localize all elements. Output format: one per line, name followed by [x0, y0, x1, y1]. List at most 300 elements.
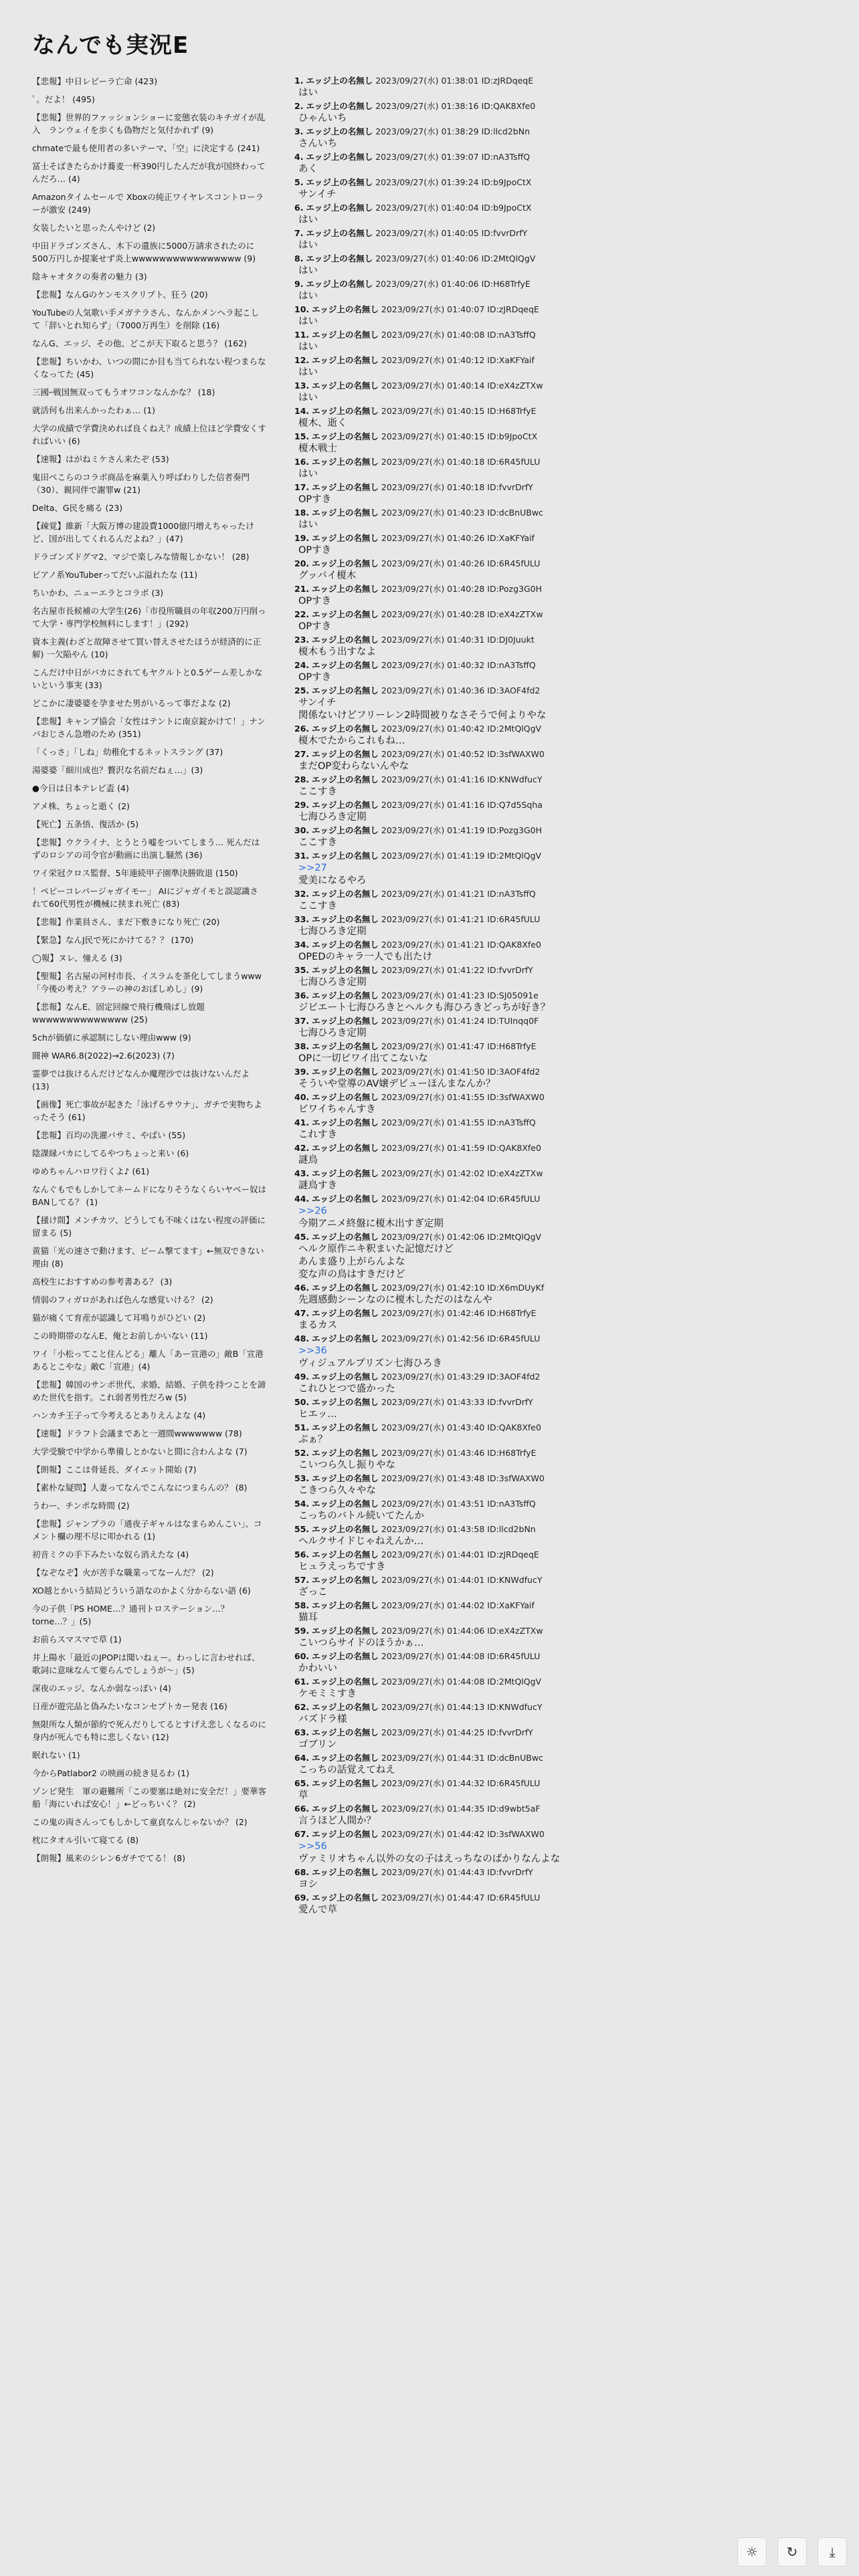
thread-link[interactable]: YouTubeの人気歌い手メガテラさん、なんかメンヘラ起こして「辞いとれ知らず」（7000万再生）を削除 (16) — [32, 308, 260, 330]
post-number[interactable]: 24. — [294, 660, 310, 670]
thread-link[interactable]: 【速報】ドラフト会議まであと一週間wwwwwww (78) — [32, 1428, 242, 1438]
post-body: 愛んで草 — [298, 1905, 337, 1915]
post — [294, 1447, 830, 1473]
post-body: ヴィジュアルプリズン七海ひろき — [298, 1358, 442, 1369]
post-header — [294, 177, 830, 189]
poster-name: エッジ上の名無し — [312, 1549, 379, 1560]
thread-link[interactable]: 【悲報】世界的ファッションショーに変態衣装のキチガイが乱入 ランウェイを歩くも偽物だと気付かれず (9) — [32, 112, 266, 135]
post-header — [294, 1625, 830, 1637]
thread-link[interactable]: 無限所な人類が節約で死んだりしてるとすげえ悲しくなるのに身内が死んでも特に悲しくない (12) — [32, 1719, 267, 1742]
post-number[interactable]: 46. — [294, 1283, 310, 1293]
poster-name: エッジ上の名無し — [312, 431, 379, 441]
poster-name: エッジ上の名無し — [312, 482, 379, 492]
post-number[interactable]: 7. — [294, 228, 304, 238]
thread-link[interactable]: 【悲報】なんGのケンモスクリプト、狂う (20) — [32, 290, 208, 300]
post — [294, 177, 830, 202]
post-body: はい — [298, 88, 318, 98]
post-number[interactable]: 57. — [294, 1575, 310, 1585]
thread-link[interactable]: 猫が痛くて育産が認識して耳鳴りがひどい (2) — [32, 1313, 206, 1323]
thread-link[interactable]: 眠れない (1) — [32, 1750, 80, 1760]
post-number[interactable]: 29. — [294, 800, 310, 810]
post-number[interactable]: 52. — [294, 1448, 310, 1458]
post-number[interactable]: 40. — [294, 1092, 310, 1102]
thread-link[interactable]: ドラゴンズドグマ2、マジで楽しみな情報しかない！ (28) — [32, 552, 250, 562]
thread-link[interactable]: 深夜のエッジ、なんか弱なっぽい (4) — [32, 1683, 171, 1693]
post-number[interactable]: 54. — [294, 1499, 310, 1509]
thread-link[interactable]: 【死亡】五条悟、復活か (5) — [32, 819, 139, 829]
post-body: これすき — [298, 1130, 337, 1140]
post-number[interactable]: 13. — [294, 381, 310, 391]
post-number[interactable]: 14. — [294, 406, 310, 416]
post-number[interactable]: 62. — [294, 1702, 310, 1712]
poster-name: エッジ上の名無し — [312, 355, 379, 365]
thread-link[interactable]: ﾟ。だよ！ (495) — [32, 94, 95, 104]
thread-link[interactable]: なんG、エッジ、その他、どこが天下取ると思う？ (162) — [32, 338, 248, 348]
post-body: ヘルク原作ニキ釈まいた記憶だけど — [298, 1244, 454, 1255]
thread-link[interactable]: 【悲報】キャンプ協会「女性はテントに南京錠かけて！」ナンパおじさん急増のため (351) — [32, 716, 266, 739]
post-number[interactable]: 35. — [294, 965, 310, 975]
post — [294, 583, 830, 609]
post-body: こっちのバトル続いてたんか — [298, 1511, 424, 1521]
post-number[interactable]: 6. — [294, 203, 304, 213]
post — [294, 151, 830, 177]
post-body: OPすき — [298, 621, 332, 632]
post-header — [294, 253, 830, 265]
post-number[interactable]: 18. — [294, 508, 310, 518]
gear-button[interactable] — [737, 2537, 767, 2567]
thread-link[interactable]: ゾンビ発生 軍の避難所「この要塞は絶対に安全だ！」要華客船「海にいれば安心！」←どっちいく？ (2) — [32, 1786, 267, 1809]
poster-name: エッジ上の名無し — [312, 1143, 379, 1153]
post-meta: 2023/09/27(水) 01:41:16 ID:KNWdfucY — [381, 774, 543, 784]
thread-link[interactable]: 【素朴な疑問】人妻ってなんでこんなにつまらんの？ (8) — [32, 1483, 248, 1493]
post — [294, 1231, 830, 1282]
thread-link[interactable]: うわー、チンポな時間 (2) — [32, 1501, 130, 1511]
post-number[interactable]: 68. — [294, 1867, 310, 1877]
post-meta: 2023/09/27(水) 01:43:33 ID:fvvrDrfY — [381, 1397, 533, 1407]
post-body: 猫耳 — [298, 1612, 318, 1623]
post-meta: 2023/09/27(水) 01:39:24 ID:b9JpoCtX — [375, 177, 532, 187]
post-body: OPに一切ビワイ出てこないな — [298, 1053, 428, 1064]
poster-name: エッジ上の名無し — [312, 1372, 379, 1382]
poster-name: エッジ上の名無し — [312, 1677, 379, 1687]
post-header — [294, 456, 830, 468]
post-number[interactable]: 20. — [294, 558, 310, 568]
thread-link[interactable]: ワイ栄冠クロス監督、5年連続甲子園準決勝敗退 (150) — [32, 868, 238, 878]
thread-link[interactable]: 今からPatlabor2 の映画の続き見るわ (1) — [32, 1768, 189, 1778]
thread-link[interactable]: 【掻け間】メンチカツ、どうしても不味くはない程度の評価に留まる (5) — [32, 1215, 266, 1238]
thread-link[interactable]: 今の子供「PS HOME…？通刊トロステーション…？torne…？」(5) — [32, 1604, 229, 1626]
post-number[interactable]: 28. — [294, 774, 310, 784]
post-meta: 2023/09/27(水) 01:39:07 ID:nA3TsffQ — [375, 152, 531, 162]
post-header — [294, 100, 830, 112]
thread-link[interactable]: 【悲報】ちいかわ、いつの間にか目も当てられない程つまらなくなってた (45) — [32, 356, 266, 379]
post-number[interactable]: 43. — [294, 1168, 310, 1178]
post-header — [294, 151, 830, 163]
thread-link[interactable]: 【画像】死亡事故が起きた「泳げるサウナ」、ガチで実物ちよったそう (61) — [32, 1099, 262, 1122]
post-body: ここすき — [298, 786, 337, 797]
post — [294, 1778, 830, 1803]
post-number[interactable]: 10. — [294, 304, 310, 314]
post-header — [294, 609, 830, 621]
post-number[interactable]: 8. — [294, 253, 304, 263]
reply-anchor-link[interactable]: >>56 — [298, 1841, 327, 1852]
reply-anchor-link[interactable]: >>36 — [298, 1346, 327, 1356]
poster-name: エッジ上の名無し — [312, 1092, 379, 1102]
post-number[interactable]: 25. — [294, 685, 310, 695]
thread-link[interactable]: 【聖報】名古屋の河村市長、イスラムを茶化してしまうwww「今後の考え？アラーの神のおぼしめし」(9) — [32, 971, 262, 994]
post-meta: 2023/09/27(水) 01:41:19 ID:2MtQlQgV — [381, 851, 542, 861]
thread-link[interactable]: 情弱のフィガロがあれば色んな感覚いける？ (2) — [32, 1295, 213, 1305]
post-meta: 2023/09/27(水) 01:40:14 ID:eX4zZTXw — [381, 381, 543, 391]
post-number[interactable]: 67. — [294, 1829, 310, 1839]
poster-name: エッジ上の名無し — [312, 1016, 379, 1026]
thread-link[interactable]: ちいかわ、ニューエラとコラボ (3) — [32, 588, 164, 598]
poster-name: エッジ上の名無し — [312, 1727, 379, 1737]
thread-link[interactable]: XO越とかいう結局どういう語なのかよく分からない語 (6) — [32, 1586, 251, 1596]
post-meta: 2023/09/27(水) 01:42:06 ID:2MtQlQgV — [381, 1232, 542, 1242]
post-number[interactable]: 37. — [294, 1016, 310, 1026]
post-number[interactable]: 27. — [294, 749, 310, 759]
post — [294, 1041, 830, 1066]
poster-name: エッジ上の名無し — [312, 304, 379, 314]
post-body: こいつらサイドのほうかぁ… — [298, 1638, 424, 1648]
thread-link[interactable]: 大学受験で中学から準備しとかないと間に合わんよな (7) — [32, 1446, 248, 1457]
post-meta: 2023/09/27(水) 01:44:43 ID:fvvrDrfY — [381, 1867, 533, 1877]
post-number[interactable]: 47. — [294, 1308, 310, 1318]
poster-name: エッジ上の名無し — [312, 1753, 379, 1763]
thread-link[interactable]: 初音ミクの手下みたいな奴ら消えたな (4) — [32, 1549, 189, 1560]
poster-name: エッジ上の名無し — [312, 1194, 379, 1204]
post-header — [294, 634, 830, 646]
post-number[interactable]: 2. — [294, 101, 304, 111]
post-number[interactable]: 31. — [294, 851, 310, 861]
poster-name: エッジ上の名無し — [312, 1804, 379, 1814]
post-header — [294, 354, 830, 366]
thread-link[interactable]: chmateで最も使用者の多いテーマ、「空」に決定する (241) — [32, 143, 260, 153]
post-body: はい — [298, 316, 318, 327]
post-number[interactable]: 19. — [294, 533, 310, 543]
post-number[interactable]: 15. — [294, 431, 310, 441]
post-header — [294, 1422, 830, 1434]
poster-name: エッジ上の名無し — [312, 1600, 379, 1610]
post-meta: 2023/09/27(水) 01:41:22 ID:fvvrDrfY — [381, 965, 533, 975]
post-body: 先週感動シーンなのに榎木しただのはなんや — [298, 1295, 492, 1305]
post-body: はい — [298, 520, 318, 530]
post-number[interactable]: 63. — [294, 1727, 310, 1737]
refresh-icon: ↻ — [786, 2544, 798, 2560]
post-meta: 2023/09/27(水) 01:40:15 ID:b9JpoCtX — [381, 431, 538, 441]
post — [294, 278, 830, 304]
thread-link[interactable]: Delta、G民を痛る (23) — [32, 503, 123, 513]
post-meta: 2023/09/27(水) 01:44:25 ID:fvvrDrfY — [381, 1727, 533, 1737]
thread-link[interactable]: どこかに凄婆婆を孕ませた男がいるって事だよな (2) — [32, 698, 231, 708]
thread-link[interactable]: 5chが価値に承認制にしない理由www (9) — [32, 1033, 191, 1043]
post-number[interactable]: 34. — [294, 940, 310, 950]
post-number[interactable]: 16. — [294, 457, 310, 467]
post-number[interactable]: 42. — [294, 1143, 310, 1153]
refresh-button[interactable] — [777, 2537, 807, 2567]
post-meta: 2023/09/27(水) 01:41:19 ID:Pozg3G0H — [381, 825, 543, 835]
poster-name: エッジ上の名無し — [312, 724, 379, 734]
post — [294, 354, 830, 380]
gear-icon: ☼ — [746, 2544, 758, 2560]
thread-link[interactable]: ！ペピーコレパージャガイモー」 AIにジャガイモと誤認識されて60代男性が機械に挟まれ死亡 (83) — [32, 886, 258, 909]
thread-link[interactable]: 【悲報】ウクライナ、とうとう嘘をついてしまう… 死んだはずのロシアの司令官が動画に出演し騒然 (36) — [32, 837, 260, 860]
post — [294, 481, 830, 507]
post-meta: 2023/09/27(水) 01:43:51 ID:nA3TsffQ — [381, 1499, 536, 1509]
post-number[interactable]: 3. — [294, 126, 304, 136]
post-meta: 2023/09/27(水) 01:40:06 ID:2MtQlQgV — [375, 253, 536, 263]
thread-link[interactable]: 【悲報】中日レビーラ亡命 (423) — [32, 76, 158, 86]
post-header — [294, 278, 830, 290]
post — [294, 939, 830, 964]
post-meta: 2023/09/27(水) 01:40:18 ID:fvvrDrfY — [381, 482, 533, 492]
post-number[interactable]: 60. — [294, 1651, 310, 1661]
thread-link[interactable]: 大学の成績で学費決めれば良くねえ？成績上位ほど学費安くすればいい (6) — [32, 423, 267, 446]
poster-name: エッジ上の名無し — [306, 279, 373, 289]
post-number[interactable]: 22. — [294, 609, 310, 619]
thread-link[interactable]: ◯報】ヌレ、憧える (3) — [32, 953, 122, 963]
post-meta: 2023/09/27(水) 01:41:55 ID:nA3TsffQ — [381, 1117, 536, 1128]
post-body: こきつら久々やな — [298, 1485, 376, 1496]
post-number[interactable]: 21. — [294, 584, 310, 594]
post-number[interactable]: 48. — [294, 1333, 310, 1344]
post-number[interactable]: 1. — [294, 76, 304, 86]
thread-link[interactable]: 霊夢では抜けるんだけどなんか魔理沙では抜けないんだよ (13) — [32, 1069, 250, 1091]
post — [294, 1600, 830, 1625]
thread-link[interactable]: 【悲報】なんE、固定回線で飛行機飛ばし放題wwwwwwwwwwwwww (25) — [32, 1002, 205, 1025]
post — [294, 304, 830, 329]
post-header — [294, 1473, 830, 1485]
post-number[interactable]: 17. — [294, 482, 310, 492]
poster-name: エッジ上の名無し — [312, 660, 379, 670]
thread-link[interactable]: 枕にタオル引いて寝てる (8) — [32, 1835, 139, 1845]
post-meta: 2023/09/27(水) 01:44:08 ID:2MtQlQgV — [381, 1677, 542, 1687]
reply-anchor-link[interactable]: >>27 — [298, 863, 327, 873]
post-body: 七海ひろき定期 — [298, 977, 367, 988]
post-number[interactable]: 69. — [294, 1893, 310, 1903]
post-body: グッバイ榎木 — [298, 570, 357, 581]
thread-link[interactable]: 【速報】はがねミケさん来たぞ (53) — [32, 454, 169, 464]
post-body: サンイチ — [298, 697, 337, 708]
post — [294, 75, 830, 100]
thread-link[interactable]: 冨士そばきたらかけ蕎麦一杯390円したんだが我が国終わってんだろ… (4) — [32, 161, 266, 184]
thread-link[interactable]: 【なぞなぞ】火が苦手な職業ってなーんだ？ (2) — [32, 1568, 214, 1578]
thread-link[interactable]: 井上陽水「最近のJPOPは聞いねぇー。わっしに言わせれば、歌詞に意味なんて要らんでしょうが〜」(5) — [32, 1652, 260, 1675]
thread-link[interactable]: ゆめちゃんハロワ行くよ♪ (61) — [32, 1166, 150, 1176]
post-number[interactable]: 56. — [294, 1549, 310, 1560]
thread-link[interactable]: 湯婆婆「細川成也？贅沢な名前だねぇ…」(3) — [32, 765, 203, 775]
post-number[interactable]: 49. — [294, 1372, 310, 1382]
post — [294, 685, 830, 723]
post-body: あく — [298, 164, 318, 175]
post-meta: 2023/09/27(水) 01:44:06 ID:eX4zZTXw — [381, 1626, 543, 1636]
thread-link[interactable]: 闘神 WAR6.8(2022)→2.6(2023) (7) — [32, 1051, 175, 1061]
post-number[interactable]: 51. — [294, 1422, 310, 1432]
thread-link[interactable]: 鬼田ぺこらのコラボ商品を麻薬入り呼ばわりした信者奏門（30）、親同伴で謝罪w (21) — [32, 472, 250, 495]
post-meta: 2023/09/27(水) 01:40:31 ID:DJ0Juukt — [381, 635, 535, 645]
post-body: ゴブリン — [298, 1739, 337, 1750]
scroll-down-button[interactable] — [818, 2537, 847, 2567]
thread-link[interactable]: 【朗報】風来のシレン6ガチでてる！ (8) — [32, 1853, 186, 1863]
thread-link[interactable]: ●今日は日本テレビ盃 (4) — [32, 783, 129, 793]
thread-link[interactable]: ピアノ系YouTuberってだいぶ溢れたな (11) — [32, 570, 198, 580]
floating-toolbar — [737, 2537, 847, 2567]
post-number[interactable]: 30. — [294, 825, 310, 835]
post-meta: 2023/09/27(水) 01:44:13 ID:KNWdfucY — [381, 1702, 543, 1712]
thread-link[interactable]: 高校生におすすめの参考書ある？ (3) — [32, 1277, 173, 1287]
poster-name: エッジ上の名無し — [312, 749, 379, 759]
thread-link[interactable]: 【朗報】ここは骨延長、ダイエット開始 (7) — [32, 1465, 197, 1475]
thread-link[interactable]: 日産が遊完品と偽みたいなコンセプトカー発表 (16) — [32, 1701, 227, 1711]
thread-link[interactable]: この鬼の両さんってもしかして童貞なんじゃないか？ (2) — [32, 1817, 248, 1827]
thread-link[interactable]: ワイ「小松ってこと住んどる」離人「あー宣港の」敵B「宣港あるとこやな」敵C「宣港」(4) — [32, 1349, 264, 1372]
reply-anchor-link[interactable]: >>26 — [298, 1206, 327, 1216]
post-meta: 2023/09/27(水) 01:42:04 ID:6R45fULU — [381, 1194, 541, 1204]
thread-link[interactable]: 資本主義(わざと故障させて買い替えさせたほうが経済的に正解) 一欠陥やん (10) — [32, 637, 262, 659]
thread-link[interactable]: 黄猫「光の速さで動けます、ビーム撃てます」←無双できない理由 (8) — [32, 1246, 264, 1269]
post-number[interactable]: 55. — [294, 1524, 310, 1534]
thread-link[interactable]: 【緊急】なんJ民で死にかけてる？？ (170) — [32, 935, 194, 945]
post-number[interactable]: 4. — [294, 152, 304, 162]
post-body: はい — [298, 367, 318, 378]
post-header — [294, 1498, 830, 1510]
post — [294, 227, 830, 253]
thread-link[interactable]: 中田ドラゴンズさん、木下の遺族に5000万請求されたのに500万円しか提案せず炎上wwwwwwwwwwwwwwww (9) — [32, 241, 256, 263]
thread-link[interactable]: こんだけ中日がバカにされてもヤクルトと0.5ゲーム差しかないという事実 (33) — [32, 667, 263, 690]
post-body: 謎鳥すき — [298, 1180, 337, 1191]
post — [294, 1727, 830, 1752]
thread-link[interactable]: お前らスマスマで草 (1) — [32, 1634, 122, 1644]
post-number[interactable]: 41. — [294, 1117, 310, 1128]
thread-link[interactable]: 陰キャオタクの奏者の魅力 (3) — [32, 272, 147, 282]
thread-link[interactable]: Amazonタイムセールで Xboxの純正ワイヤレスコントローラーが激安 (249) — [32, 192, 264, 215]
post-meta: 2023/09/27(水) 01:42:10 ID:X6mDUyKf — [381, 1283, 545, 1293]
thread-link[interactable]: 就活何も出来んかったわぁ… (1) — [32, 405, 156, 415]
post-number[interactable]: 5. — [294, 177, 304, 187]
post-body: 七海ひろき定期 — [298, 926, 367, 937]
post-meta: 2023/09/27(水) 01:43:46 ID:H68TrfyE — [381, 1448, 537, 1458]
post-body: 榎木もう出すなよ — [298, 647, 376, 657]
post-number[interactable]: 33. — [294, 914, 310, 924]
thread-link[interactable]: 【疎覚】維新「大阪万博の建設費1000億円増えちゃったけど、国が出してくれるんだよね？」(47) — [32, 521, 254, 544]
post-number[interactable]: 65. — [294, 1778, 310, 1788]
thread-link[interactable]: 名古屋市長候補の大学生(26)「市役所職員の年収200万円削って大学・専門学校無料にします！」(292) — [32, 606, 266, 629]
thread-link[interactable]: なんぐもでもしかしてネームドになりそうなくらいヤベー奴はBANしてる？ (1) — [32, 1184, 267, 1207]
post-number[interactable]: 39. — [294, 1067, 310, 1077]
post-number[interactable]: 26. — [294, 724, 310, 734]
post-meta: 2023/09/27(水) 01:40:23 ID:dcBnUBwc — [381, 508, 543, 518]
post-number[interactable]: 66. — [294, 1804, 310, 1814]
post — [294, 1193, 830, 1231]
post-header — [294, 1117, 830, 1129]
post-meta: 2023/09/27(水) 01:43:40 ID:QAK8Xfe0 — [381, 1422, 541, 1432]
thread-link[interactable]: 女装したいと思ったんやけど (2) — [32, 223, 156, 233]
post — [294, 1828, 830, 1866]
thread-link[interactable]: 陰課縁バカにしてるやつちょっと来い (6) — [32, 1148, 189, 1158]
post-meta: 2023/09/27(水) 01:40:07 ID:zJRDqeqE — [381, 304, 539, 314]
post-header — [294, 850, 830, 862]
poster-name: エッジ上の名無し — [312, 1829, 379, 1839]
post — [294, 456, 830, 481]
post-meta: 2023/09/27(水) 01:40:42 ID:2MtQlQgV — [381, 724, 542, 734]
post-meta: 2023/09/27(水) 01:40:08 ID:nA3TsffQ — [381, 330, 536, 340]
post-meta: 2023/09/27(水) 01:43:29 ID:3AOF4fd2 — [381, 1372, 541, 1382]
post-meta: 2023/09/27(水) 01:44:08 ID:6R45fULU — [381, 1651, 541, 1661]
thread-link[interactable]: ハンカチ王子って今考えるとありえんよな (4) — [32, 1410, 206, 1420]
thread-link[interactable]: 「くっさ」「しね」幼稚化するネットスラング (37) — [32, 747, 223, 757]
poster-name: エッジ上の名無し — [312, 1067, 379, 1077]
post-number[interactable]: 38. — [294, 1041, 310, 1051]
post-meta: 2023/09/27(水) 01:42:56 ID:6R45fULU — [381, 1333, 541, 1344]
post-number[interactable]: 12. — [294, 355, 310, 365]
post-body: OPEDのキャラ一人でも出たけ — [298, 952, 432, 962]
post-header — [294, 227, 830, 239]
post-body: ヨシ — [298, 1879, 318, 1890]
post-body: 榎木戦士 — [298, 443, 337, 454]
post — [294, 1091, 830, 1117]
post-number[interactable]: 44. — [294, 1194, 310, 1204]
post-header — [294, 1231, 830, 1243]
post-number[interactable]: 45. — [294, 1232, 310, 1242]
post — [294, 100, 830, 126]
thread-link[interactable]: アメ株、ちょっと逝く (2) — [32, 801, 130, 811]
post-number[interactable]: 53. — [294, 1473, 310, 1483]
post-body: ヘルクサイドじゃねえんか… — [298, 1536, 424, 1547]
poster-name: エッジ上の名無し — [312, 914, 379, 924]
thread-link[interactable]: この時期帯のなんE、俺とお前しかいない (11) — [32, 1331, 208, 1341]
thread-link[interactable]: 【悲報】作業員さん、まだ下敷きになり死亡 (20) — [32, 917, 220, 927]
post-header — [294, 558, 830, 570]
poster-name: エッジ上の名無し — [312, 825, 379, 835]
post — [294, 609, 830, 634]
post-number[interactable]: 50. — [294, 1397, 310, 1407]
thread-link[interactable]: 【悲報】ジャンプラの「通夜子ギャルはなまらめんこい」、コメント欄の理不尽に叩かれる (1) — [32, 1519, 262, 1541]
poster-name: エッジ上の名無し — [306, 152, 373, 162]
post-body: 今期アニメ終盤に榎木出すぎ定期 — [298, 1218, 444, 1229]
post-header — [294, 1549, 830, 1561]
poster-name: エッジ上の名無し — [306, 76, 373, 86]
post-header — [294, 532, 830, 544]
post-number[interactable]: 9. — [294, 279, 304, 289]
post-number[interactable]: 36. — [294, 990, 310, 1000]
post-number[interactable]: 59. — [294, 1626, 310, 1636]
post — [294, 799, 830, 825]
thread-link[interactable]: 【悲報】百均の洗濯バサミ、やばい (55) — [32, 1130, 186, 1140]
post-body: 榎木でたからこれもね… — [298, 736, 405, 746]
post — [294, 1307, 830, 1333]
post-number[interactable]: 32. — [294, 889, 310, 899]
post-number[interactable]: 64. — [294, 1753, 310, 1763]
post — [294, 659, 830, 685]
poster-name: エッジ上の名無し — [312, 1575, 379, 1585]
thread-link[interactable]: 【悲報】韓国のサンポ世代、求婚、結婚、子供を持つことを諦めた世代を指す。これ弱者男性だろw (5) — [32, 1380, 266, 1402]
thread-link[interactable]: 三國ｰ戦国無双ってもうオワコンなんかな？ (18) — [32, 387, 215, 397]
post — [294, 1866, 830, 1892]
post-meta: 2023/09/27(水) 01:40:26 ID:XaKFYaif — [381, 533, 535, 543]
post-meta: 2023/09/27(水) 01:44:47 ID:6R45fULU — [381, 1893, 541, 1903]
post-meta: 2023/09/27(水) 01:44:31 ID:dcBnUBwc — [381, 1753, 543, 1763]
post-number[interactable]: 11. — [294, 330, 310, 340]
post — [294, 914, 830, 939]
post-number[interactable]: 23. — [294, 635, 310, 645]
post-number[interactable]: 61. — [294, 1677, 310, 1687]
post-number[interactable]: 58. — [294, 1600, 310, 1610]
poster-name: エッジ上の名無し — [312, 1702, 379, 1712]
post — [294, 1142, 830, 1168]
post-header — [294, 748, 830, 760]
post-meta: 2023/09/27(水) 01:44:32 ID:6R45fULU — [381, 1778, 541, 1788]
